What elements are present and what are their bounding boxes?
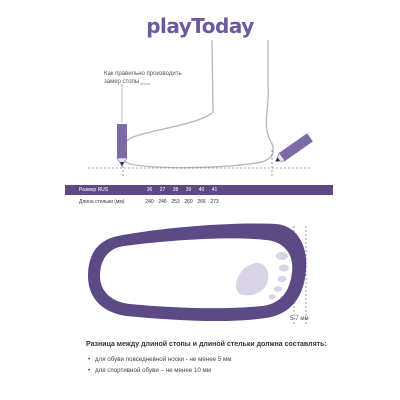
rule-item <box>88 354 231 365</box>
length-cell: 260 <box>184 199 193 205</box>
rules-title: Разница между длиной стопы и длиной стельки должна составлять: <box>86 341 327 348</box>
measure-instruction: Как правильно производить замер стопы <box>104 71 182 85</box>
size-cell: 27 <box>159 187 166 193</box>
length-cell: 273 <box>210 199 219 205</box>
length-label: Длина стельки (мм) <box>79 199 125 205</box>
length-cell: 266 <box>197 199 206 205</box>
gap-label: 5-7 мм <box>290 316 309 322</box>
bullet-icon: • <box>88 367 91 374</box>
size-cell: 40 <box>198 187 205 193</box>
rules-list <box>88 354 231 376</box>
size-cell: 41 <box>211 187 218 193</box>
length-cell: 253 <box>171 199 180 205</box>
size-cell: 38 <box>172 187 179 193</box>
length-cell: 246 <box>158 199 167 205</box>
rule-item <box>88 365 231 376</box>
length-cell: 240 <box>145 199 154 205</box>
brand-logo-text: playToday <box>146 14 254 38</box>
rule-text: для обуви повседневной носки - не менее 5 мм <box>95 356 232 363</box>
rule-text: для спортивной обуви – не менее 10 мм <box>95 367 212 374</box>
size-cell: 39 <box>185 187 192 193</box>
size-cell: 36 <box>146 187 153 193</box>
bullet-icon: • <box>88 356 91 363</box>
size-header-label: Размер RUS <box>79 187 109 193</box>
